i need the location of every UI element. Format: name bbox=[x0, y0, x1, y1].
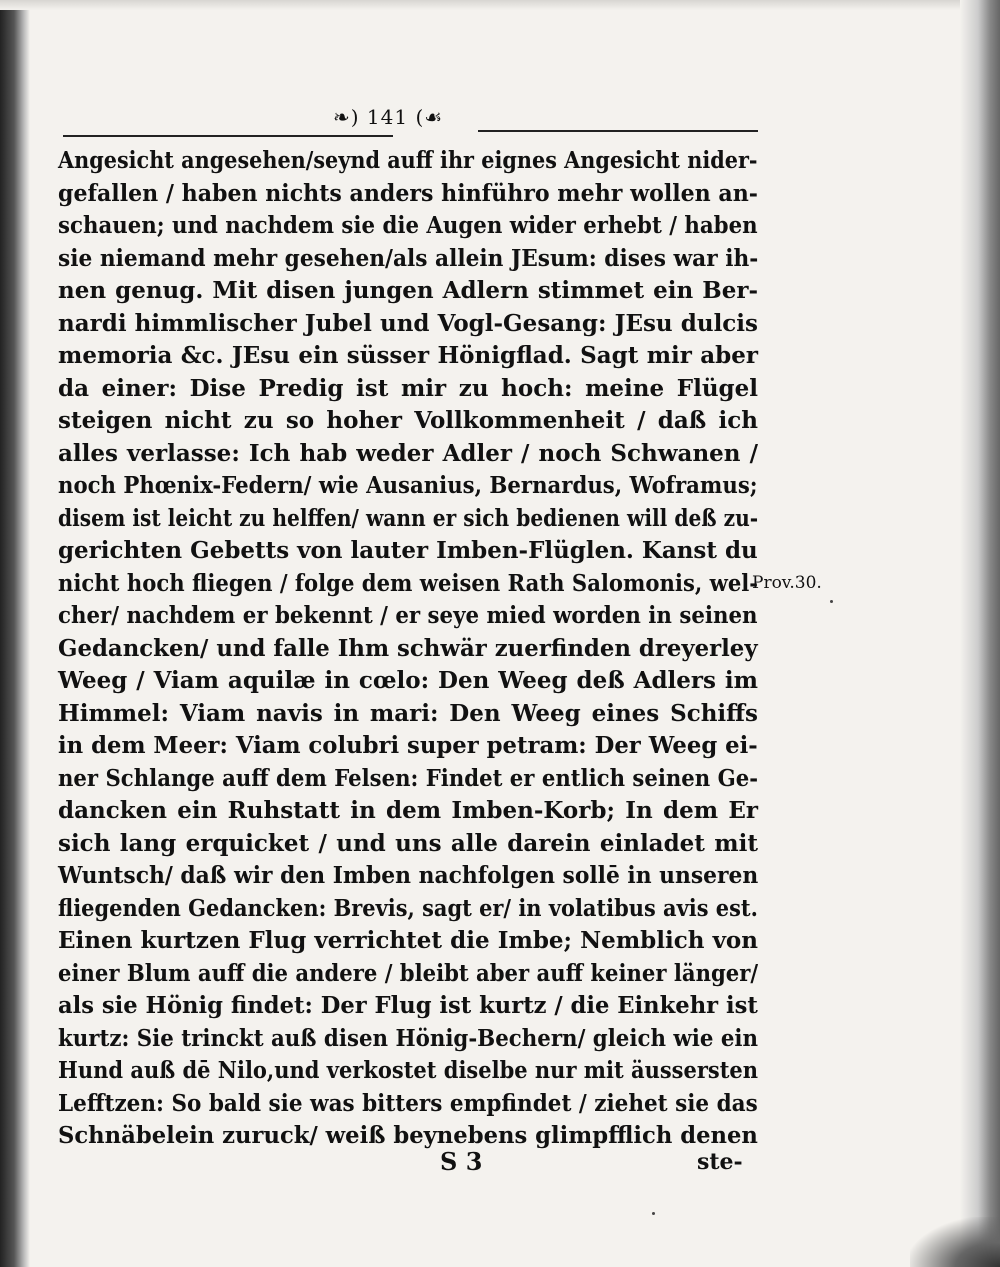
text-line: alles verlasse: Ich hab weder Adler / noch Schwanen / bbox=[58, 439, 758, 467]
scan-corner-shadow bbox=[910, 1217, 1000, 1267]
text-line: kurtz: Sie trinckt auß disen Hönig-Bechern/ gleich wie ein bbox=[58, 1024, 758, 1052]
text-line: Angesicht angesehen/seynd auff ihr eignes Angesicht nider- bbox=[58, 147, 758, 174]
scan-speck bbox=[830, 600, 833, 603]
text-line: dancken ein Ruhstatt in dem Imben-Korb; In dem Er bbox=[58, 797, 758, 824]
ornament-right: (☙ bbox=[408, 105, 444, 129]
body-text bbox=[58, 145, 758, 1153]
text-line: gefallen / haben nichts anders hinführo mehr wollen an- bbox=[58, 179, 758, 207]
scan-speck bbox=[652, 1212, 655, 1215]
text-line: Wuntsch/ daß wir den Imben nachfolgen sollē in unseren bbox=[58, 862, 759, 889]
header-rule-left bbox=[63, 135, 393, 137]
text-line: in dem Meer: Viam colubri super petram: Der Weeg ei- bbox=[58, 732, 758, 759]
page-header bbox=[333, 105, 443, 129]
text-line: fliegenden Gedancken: Brevis, sagt er/ in volatibus avis est. bbox=[58, 894, 758, 922]
ornament-left: ❧) bbox=[333, 105, 367, 129]
text-line: Schnäbelein zuruck/ weiß beynebens glimpfflich denen bbox=[58, 1122, 758, 1149]
text-line: disem ist leicht zu helffen/ wann er sich bedienen will deß zu- bbox=[58, 504, 759, 532]
text-line: noch Phœnix-Federn/ wie Ausanius, Bernardus, Woframus; bbox=[58, 472, 758, 499]
header-rule-right bbox=[478, 130, 758, 132]
text-line: Weeg / Viam aquilæ in cœlo: Den Weeg deß Adlers im bbox=[58, 667, 758, 694]
text-line: Hund auß dē Nilo,und verkostet diselbe nur mit äussersten bbox=[58, 1057, 759, 1084]
text-line: nardi himmlischer Jubel und Vogl-Gesang: JEsu dulcis bbox=[58, 309, 758, 337]
text-line: als sie Hönig findet: Der Flug ist kurtz / die Einkehr ist bbox=[58, 992, 758, 1019]
marginal-note: Prov.30. bbox=[752, 573, 822, 593]
text-line: nen genug. Mit disen jungen Adlern stimmet ein Ber- bbox=[58, 277, 758, 304]
scan-right-edge bbox=[960, 0, 1000, 1267]
text-line: Lefftzen: So bald sie was bitters empfindet / ziehet sie das bbox=[58, 1089, 758, 1117]
text-line: gerichten Gebetts von lauter Imben-Flüglen. Kanst du bbox=[58, 537, 758, 564]
text-line: Gedancken/ und falle Ihm schwär zuerfinden dreyerley bbox=[58, 634, 758, 662]
signature-mark: S 3 bbox=[440, 1147, 483, 1176]
text-line: schauen; und nachdem sie die Augen wider erhebt / haben bbox=[58, 212, 758, 239]
text-line: ner Schlange auff dem Felsen: Findet er entlich seinen Ge- bbox=[58, 764, 759, 792]
text-line: einer Blum auff die andere / bleibt aber auff keiner länger/ bbox=[58, 959, 759, 987]
text-line: cher/ nachdem er bekennt / er seye mied worden in seinen bbox=[58, 602, 758, 629]
text-line: sich lang erquicket / und uns alle darein einladet mit bbox=[58, 829, 758, 857]
text-line: Himmel: Viam navis in mari: Den Weeg eines Schiffs bbox=[58, 699, 758, 727]
text-line: steigen nicht zu so hoher Vollkommenheit / daß ich bbox=[58, 407, 758, 434]
text-line: nicht hoch fliegen / folge dem weisen Rath Salomonis, wel- bbox=[58, 569, 759, 597]
text-line: sie niemand mehr gesehen/als allein JEsum: dises war ih- bbox=[58, 244, 759, 272]
text-line: da einer: Dise Predig ist mir zu hoch: meine Flügel bbox=[58, 374, 758, 402]
text-line: memoria &c. JEsu ein süsser Hönigflad. Sagt mir aber bbox=[58, 342, 758, 369]
scan-binding-edge bbox=[0, 0, 30, 1267]
catchword: ste- bbox=[697, 1149, 743, 1175]
book-page bbox=[58, 95, 758, 1195]
text-line: Einen kurtzen Flug verrichtet die Imbe; Nemblich von bbox=[58, 927, 758, 954]
scan-top-edge bbox=[0, 0, 1000, 10]
page-number: 141 bbox=[366, 105, 409, 129]
